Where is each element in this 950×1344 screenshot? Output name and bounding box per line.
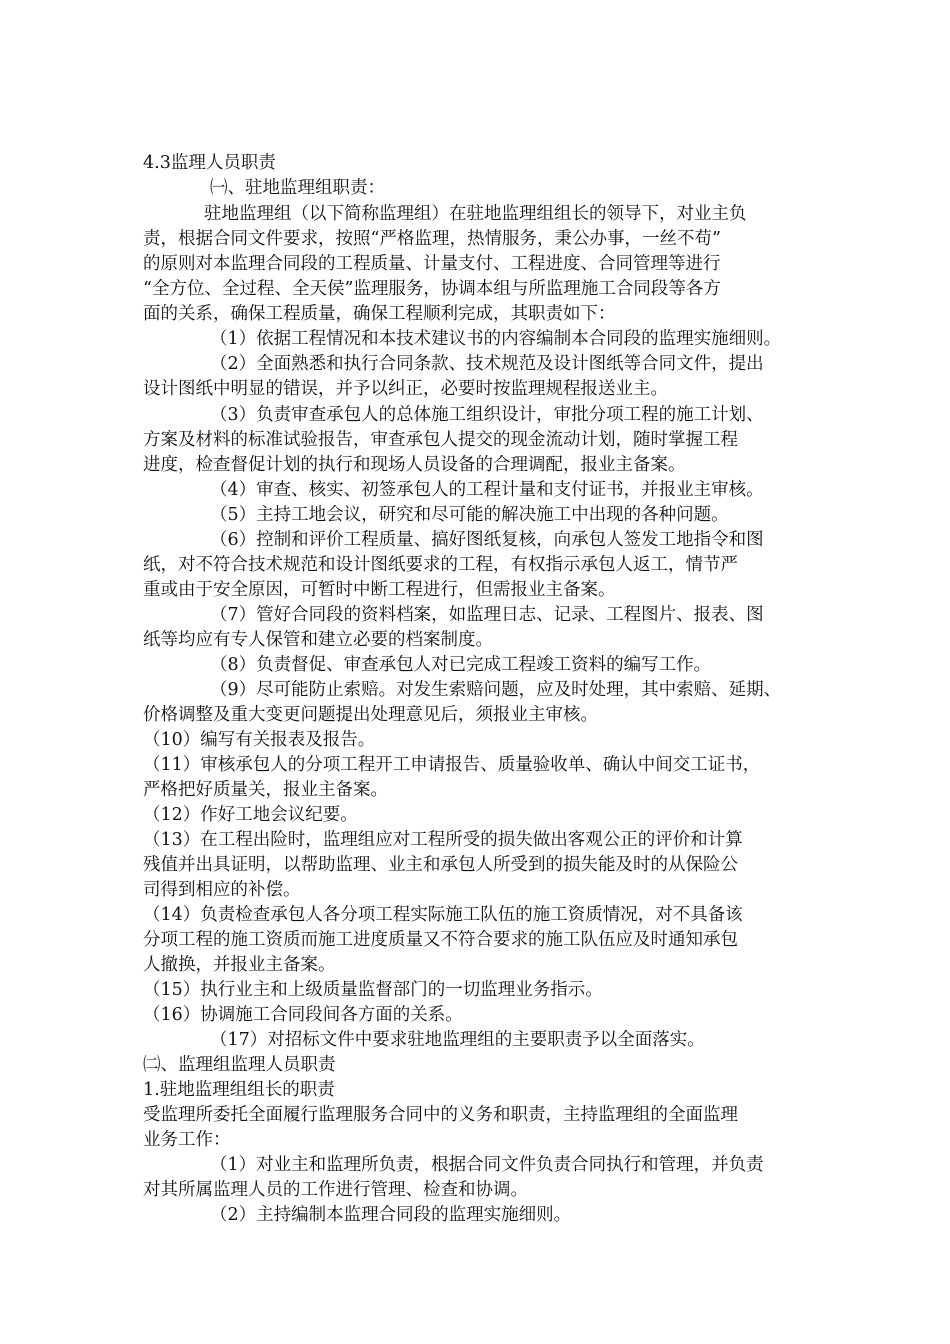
text-line: 纸，对不符合技术规范和设计图纸要求的工程，有权指示承包人返工，情节严 bbox=[143, 555, 738, 575]
list-item: （2）主持编制本监理合同段的监理实施细则。 bbox=[210, 1205, 572, 1225]
text-line: 受监理所委托全面履行监理服务合同中的义务和职责，主持监理组的全面监理 bbox=[143, 1105, 738, 1125]
text-line: 设计图纸中明显的错误，并予以纠正，必要时按监理规程报送业主。 bbox=[143, 379, 668, 399]
text-line: 业务工作： bbox=[143, 1130, 231, 1150]
list-item: （15）执行业主和上级质量监督部门的一切监理业务指示。 bbox=[143, 980, 603, 1000]
text-line: 的原则对本监理合同段的工程质量、计量支付、工程进度、合同管理等进行 bbox=[143, 254, 721, 274]
list-item: （17）对招标文件中要求驻地监理组的主要职责予以全面落实。 bbox=[210, 1030, 705, 1050]
list-item: （14）负责检查承包人各分项工程实际施工队伍的施工资质情况，对不具备该 bbox=[143, 905, 743, 925]
subsection-heading: 1.驻地监理组组长的职责 bbox=[143, 1080, 335, 1100]
text-line: 纸等均应有专人保管和建立必要的档案制度。 bbox=[143, 630, 493, 650]
text-line: 残值并出具证明，以帮助监理、业主和承包人所受到的损失能及时的从保险公 bbox=[143, 855, 738, 875]
text-line: 进度，检查督促计划的执行和现场人员设备的合理调配，报业主备案。 bbox=[143, 455, 686, 475]
list-item: （3）负责审查承包人的总体施工组织设计，审批分项工程的施工计划、 bbox=[210, 405, 764, 425]
text-line: 责，根据合同文件要求，按照“严格监理，热情服务，秉公办事，一丝不苟” bbox=[143, 229, 721, 249]
list-item: （10）编写有关报表及报告。 bbox=[143, 730, 376, 750]
list-item: （11）审核承包人的分项工程开工申请报告、质量验收单、确认中间交工证书， bbox=[143, 755, 761, 775]
list-item: （12）作好工地会议纪要。 bbox=[143, 805, 358, 825]
text-line: 价格调整及重大变更问题提出处理意见后，须报业主审核。 bbox=[143, 705, 598, 725]
list-item: （2）全面熟悉和执行合同条款、技术规范及设计图纸等合同文件，提出 bbox=[210, 354, 764, 374]
subsection-heading: ㈠、驻地监理组职责： bbox=[210, 178, 385, 198]
text-line: 驻地监理组（以下简称监理组）在驻地监理组组长的领导下，对业主负 bbox=[204, 204, 747, 224]
text-line: 严格把好质量关，报业主备案。 bbox=[143, 780, 388, 800]
text-line: 面的关系，确保工程质量，确保工程顺利完成，其职责如下： bbox=[143, 304, 616, 324]
list-item: （6）控制和评价工程质量、搞好图纸复核，向承包人签发工地指令和图 bbox=[210, 530, 764, 550]
list-item: （13）在工程出险时，监理组应对工程所受的损失做出客观公正的评价和计算 bbox=[143, 830, 743, 850]
list-item: （1）依据工程情况和本技术建议书的内容编制本合同段的监理实施细则。 bbox=[210, 329, 782, 349]
section-heading: 4.3监理人员职责 bbox=[143, 153, 276, 173]
list-item: （8）负责督促、审查承包人对已完成工程竣工资料的编写工作。 bbox=[210, 655, 712, 675]
list-item: （4）审查、核实、初签承包人的工程计量和支付证书，并报业主审核。 bbox=[210, 480, 764, 500]
list-item: （9）尽可能防止索赔。对发生索赔问题，应及时处理，其中索赔、延期、 bbox=[210, 680, 782, 700]
list-item: （5）主持工地会议，研究和尽可能的解决施工中出现的各种问题。 bbox=[210, 505, 729, 525]
subsection-heading: ㈡、监理组监理人员职责 bbox=[143, 1055, 336, 1075]
text-line: 司得到相应的补偿。 bbox=[143, 880, 301, 900]
text-line: 重或由于安全原因，可暂时中断工程进行，但需报业主备案。 bbox=[143, 580, 616, 600]
text-line: 分项工程的施工资质而施工进度质量又不符合要求的施工队伍应及时通知承包 bbox=[143, 930, 738, 950]
text-line: 人撤换，并报业主备案。 bbox=[143, 955, 336, 975]
text-line: 方案及材料的标准试验报告，审查承包人提交的现金流动计划，随时掌握工程 bbox=[143, 430, 738, 450]
list-item: （16）协调施工合同段间各方面的关系。 bbox=[143, 1005, 463, 1025]
text-line: “全方位、全过程、全天侯”监理服务，协调本组与所监理施工合同段等各方 bbox=[143, 279, 721, 299]
text-line: 对其所属监理人员的工作进行管理、检查和协调。 bbox=[143, 1180, 528, 1200]
list-item: （7）管好合同段的资料档案，如监理日志、记录、工程图片、报表、图 bbox=[210, 605, 764, 625]
list-item: （1）对业主和监理所负责，根据合同文件负责合同执行和管理，并负责 bbox=[210, 1155, 764, 1175]
